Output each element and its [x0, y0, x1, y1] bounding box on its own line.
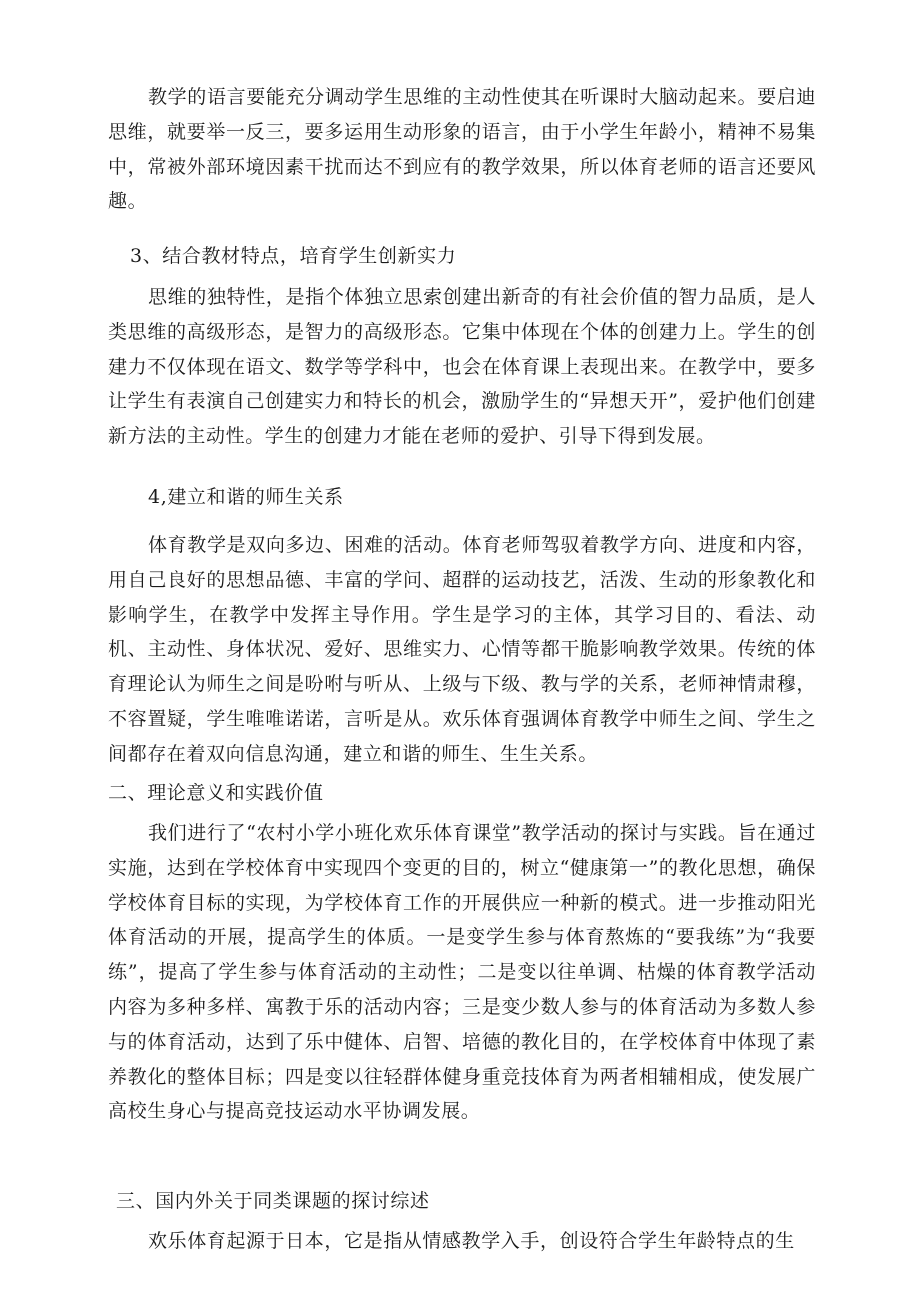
paragraph-creative-thinking: 思维的独特性，是指个体独立思索创建出新奇的有社会价值的智力品质，是人类思维的高级形态，是智力的高级形态。它集中体现在个体的创建力上。学生的创建力不仅体现在语文、数学等学科中，也会在体育课上表现出来。在教学中，要多让学生有表演自己创建实力和特长的机会，激励学生的“异想天开”，爱护他们创建新方法的主动性。学生的创建力才能在老师的爱护、引导下得到发展。 — [108, 286, 816, 448]
paragraph-practice-value: 我们进行了“农村小学小班化欢乐体育课堂”教学活动的探讨与实践。旨在通过实施，达到在学校体育中实现四个变更的目的，树立“健康第一”的教化思想，确保学校体育目标的实现，为学校体育工作的开展供应一种新的模式。进一步推动阳光体育活动的开展，提高学生的体质。一是变学生参与体育熬炼的“要我练”为“我要练”，提高了学生参与体育活动的主动性；二是变以往单调、枯燥的体育教学活动内容为多种多样、寓教于乐的活动内容；三是变少数人参与的体育活动为多数人参与的体育活动，达到了乐中健体、启智、培德的教化目的，在学校体育中体现了素养教化的整体目标；四是变以往轻群体健身重竞技体育为两者相辅相成，使发展广高校生身心与提高竞技运动水平协调发展。 — [108, 822, 816, 1123]
section-heading-theory-value: 二、理论意义和实践价值 — [108, 782, 324, 804]
paragraph-origin-japan: 欢乐体育起源于日本，它是指从情感教学入手，创设符合学生年龄特点的生 — [148, 1230, 795, 1252]
section-heading-4: 4,建立和谐的师生关系 — [148, 486, 344, 508]
section-heading-3: 3、结合教材特点，培育学生创新实力 — [130, 245, 457, 267]
paragraph-teaching-language: 教学的语言要能充分调动学生思维的主动性使其在听课时大脑动起来。要启迪思维，就要举一反三，要多运用生动形象的语言，由于小学生年龄小，精神不易集中，常被外部环境因素干扰而达不到应有的教学效果，所以体育老师的语言还要风趣。 — [108, 86, 816, 213]
section-heading-research-review: 三、国内外关于同类课题的探讨综述 — [116, 1190, 430, 1212]
paragraph-teacher-student-relation: 体育教学是双向多边、困难的活动。体育老师驾驭着教学方向、进度和内容，用自己良好的思想品德、丰富的学问、超群的运动技艺，活泼、生动的形象教化和影响学生，在教学中发挥主导作用。学生是学习的主体，其学习目的、看法、动机、主动性、身体状况、爱好、思维实力、心情等都干脆影响教学效果。传统的体育理论认为师生之间是吩咐与听从、上级与下级、教与学的关系，老师神情肃穆，不容置疑，学生唯唯诺诺，言听是从。欢乐体育强调体育教学中师生之间、学生之间都存在着双向信息沟通，建立和谐的师生、生生关系。 — [108, 534, 816, 765]
